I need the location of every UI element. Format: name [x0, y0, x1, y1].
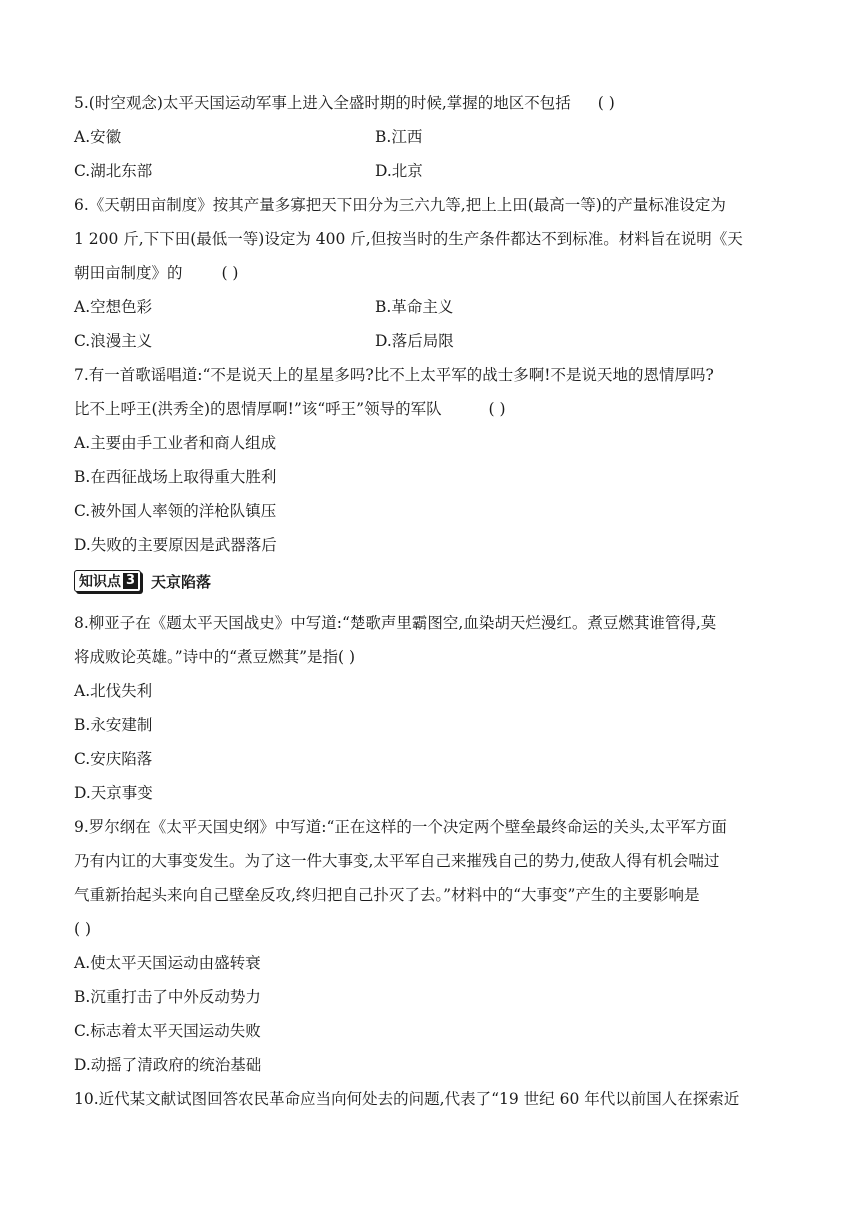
section-header	[74, 570, 211, 592]
option-c: C.安庆陷落	[74, 750, 153, 768]
question-6-line-3	[74, 263, 238, 283]
option-b: B.永安建制	[74, 716, 153, 734]
question-5-stem	[74, 93, 615, 113]
option-a: A.空想色彩	[74, 298, 153, 316]
question-7-text: 比不上呼王(洪秀全)的恩情厚啊!”该“呼王”领导的军队	[74, 400, 442, 418]
option-b: B.沉重打击了中外反动势力	[74, 988, 261, 1006]
option-c: C.标志着太平天国运动失败	[74, 1022, 261, 1040]
question-5-text: 5.(时空观念)太平天国运动军事上进入全盛时期的时候,掌握的地区不包括	[74, 94, 571, 112]
option-a: A.主要由手工业者和商人组成	[74, 434, 277, 452]
answer-blank: ( )	[74, 920, 92, 938]
option-d: D.北京	[375, 162, 423, 180]
question-6-line-1: 6.《天朝田亩制度》按其产量多寡把天下田分为三六九等,把上上田(最高一等)的产量标准设定为	[74, 196, 726, 214]
option-d: D.动摇了清政府的统治基础	[74, 1056, 262, 1074]
option-b: B.江西	[375, 128, 423, 146]
answer-blank: ( )	[221, 264, 239, 282]
answer-blank: ( )	[488, 400, 506, 418]
option-d: D.落后局限	[375, 332, 454, 350]
option-a: A.使太平天国运动由盛转衰	[74, 954, 261, 972]
option-b: B.在西征战场上取得重大胜利	[74, 468, 277, 486]
option-c: C.浪漫主义	[74, 332, 153, 350]
answer-blank: ( )	[597, 94, 615, 112]
question-7-line-1: 7.有一首歌谣唱道:“不是说天上的星星多吗?比不上太平军的战士多啊!不是说天地的恩情厚吗?	[74, 366, 714, 384]
question-7-line-2	[74, 399, 506, 419]
question-8-line-1: 8.柳亚子在《题太平天国战史》中写道:“楚歌声里霸图空,血染胡天烂漫红。煮豆燃萁谁管得,莫	[74, 614, 717, 632]
question-9-line-1: 9.罗尔纲在《太平天国史纲》中写道:“正在这样的一个决定两个壁垒最终命运的关头,太平军方面	[74, 818, 727, 836]
knowledge-point-badge	[74, 570, 141, 592]
question-10-line-1: 10.近代某文献试图回答农民革命应当向何处去的问题,代表了“19 世纪 60 年代以前国人在探索近	[74, 1090, 740, 1108]
question-6-line-2: 1 200 斤,下下田(最低一等)设定为 400 斤,但按当时的生产条件都达不到标准。材料旨在说明《天	[74, 230, 743, 248]
option-c: C.湖北东部	[74, 162, 153, 180]
question-8-line-2: 将成败论英雄。”诗中的“煮豆燃萁”是指( )	[74, 648, 356, 666]
option-c: C.被外国人率领的洋枪队镇压	[74, 502, 277, 520]
question-6-text: 朝田亩制度》的	[74, 264, 183, 282]
question-9-line-2: 乃有内讧的大事变发生。为了这一件大事变,太平军自己来摧残自己的势力,使敌人得有机会喘过	[74, 852, 720, 870]
section-title: 天京陷落	[151, 572, 212, 591]
option-a: A.安徽	[74, 128, 122, 146]
option-d: D.天京事变	[74, 784, 153, 802]
badge-number: 3	[123, 573, 138, 589]
option-a: A.北伐失利	[74, 682, 153, 700]
option-b: B.革命主义	[375, 298, 454, 316]
question-9-line-3: 气重新抬起头来向自己壁垒反攻,终归把自己扑灭了去。”材料中的“大事变”产生的主要影响是	[74, 886, 700, 904]
badge-label: 知识点	[79, 574, 121, 590]
option-d: D.失败的主要原因是武器落后	[74, 536, 277, 554]
